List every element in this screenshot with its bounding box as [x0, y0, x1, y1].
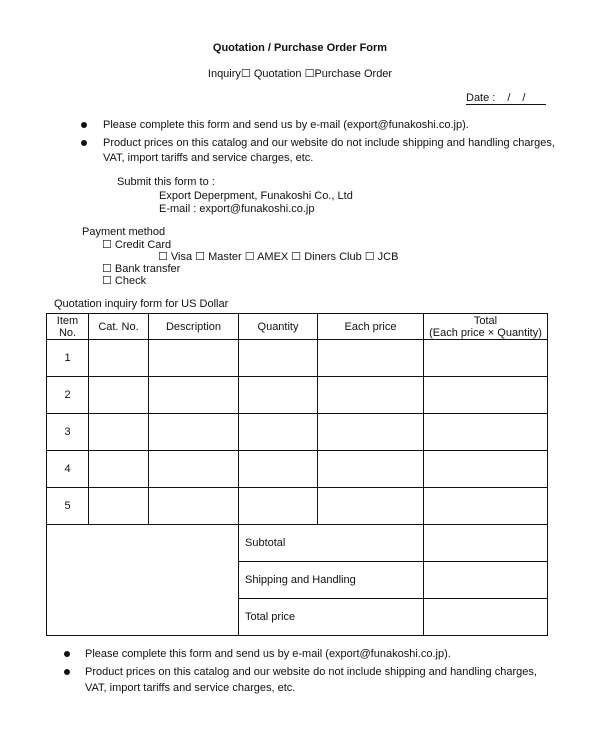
item-number: 1 [47, 340, 89, 377]
date-label: Date : [466, 92, 496, 104]
header-cat-no: Cat. No. [89, 314, 149, 340]
cat-no-cell[interactable] [89, 414, 149, 451]
quantity-cell[interactable] [239, 377, 318, 414]
quantity-cell[interactable] [239, 488, 318, 525]
total-cell[interactable] [424, 488, 548, 525]
description-cell[interactable] [149, 377, 239, 414]
table-row [47, 340, 548, 377]
subtotal-row [47, 525, 548, 562]
date-underline [466, 104, 546, 105]
card-type-checkboxes[interactable]: ☐ Visa ☐ Master ☐ AMEX ☐ Diners Club ☐ JCB [158, 251, 399, 263]
summary-blank-area [47, 525, 239, 636]
table-caption: Quotation inquiry form for US Dollar [54, 298, 229, 310]
quantity-cell[interactable] [239, 414, 318, 451]
each-price-cell[interactable] [318, 414, 424, 451]
header-quantity: Quantity [239, 314, 318, 340]
item-number: 4 [47, 451, 89, 488]
table-header-row [47, 314, 548, 340]
header-description: Description [149, 314, 239, 340]
submit-email: E-mail : export@funakoshi.co.jp [159, 203, 315, 215]
total-price-label: Total price [239, 599, 424, 636]
note-email: Please complete this form and send us by e-mail (export@funakoshi.co.jp). [103, 119, 469, 131]
quotation-table [46, 313, 548, 636]
date-field[interactable] [466, 92, 525, 104]
each-price-cell[interactable] [318, 377, 424, 414]
payment-method-label: Payment method [82, 226, 166, 238]
subtotal-cell[interactable] [424, 525, 548, 562]
description-cell[interactable] [149, 414, 239, 451]
note-email-bottom: Please complete this form and send us by e-mail (export@funakoshi.co.jp). [85, 648, 451, 660]
header-total: Total (Each price × Quantity) [424, 314, 548, 340]
submit-department: Export Deperpment, Funakoshi Co., Ltd [159, 190, 353, 202]
item-number: 5 [47, 488, 89, 525]
each-price-cell[interactable] [318, 451, 424, 488]
each-price-cell[interactable] [318, 488, 424, 525]
description-cell[interactable] [149, 451, 239, 488]
quantity-cell[interactable] [239, 451, 318, 488]
note-prices-bottom: Product prices on this catalog and our website do not include shipping and handling charges, [85, 666, 537, 678]
bullet-icon [81, 122, 87, 128]
description-cell[interactable] [149, 488, 239, 525]
bullet-icon [64, 651, 70, 657]
bank-transfer-checkbox[interactable]: ☐ Bank transfer [102, 263, 181, 275]
cat-no-cell[interactable] [89, 488, 149, 525]
table-row [47, 488, 548, 525]
total-price-cell[interactable] [424, 599, 548, 636]
shipping-label: Shipping and Handling [239, 562, 424, 599]
header-item-no: Item No. [47, 314, 89, 340]
each-price-cell[interactable] [318, 340, 424, 377]
submit-label: Submit this form to : [117, 176, 215, 188]
cat-no-cell[interactable] [89, 340, 149, 377]
item-number: 3 [47, 414, 89, 451]
table-row [47, 451, 548, 488]
check-checkbox[interactable]: ☐ Check [102, 275, 147, 287]
inquiry-type-options[interactable]: Inquiry☐ Quotation ☐Purchase Order [207, 68, 393, 80]
bullet-icon [64, 669, 70, 675]
total-cell[interactable] [424, 414, 548, 451]
table-row [47, 377, 548, 414]
note-prices-bottom-cont: VAT, import tariffs and service charges, etc. [85, 682, 296, 694]
total-cell[interactable] [424, 340, 548, 377]
cat-no-cell[interactable] [89, 377, 149, 414]
credit-card-checkbox[interactable]: ☐ Credit Card [102, 239, 172, 251]
subtotal-label: Subtotal [239, 525, 424, 562]
note-prices-cont: VAT, import tariffs and service charges, etc. [103, 152, 314, 164]
table-row [47, 414, 548, 451]
bullet-icon [81, 140, 87, 146]
total-cell[interactable] [424, 451, 548, 488]
note-prices: Product prices on this catalog and our website do not include shipping and handling charges, [103, 137, 555, 149]
shipping-cell[interactable] [424, 562, 548, 599]
description-cell[interactable] [149, 340, 239, 377]
cat-no-cell[interactable] [89, 451, 149, 488]
date-separator: / [522, 92, 526, 104]
item-number: 2 [47, 377, 89, 414]
header-each-price: Each price [318, 314, 424, 340]
total-cell[interactable] [424, 377, 548, 414]
date-separator: / [507, 92, 511, 104]
quantity-cell[interactable] [239, 340, 318, 377]
form-title: Quotation / Purchase Order Form [212, 42, 388, 54]
